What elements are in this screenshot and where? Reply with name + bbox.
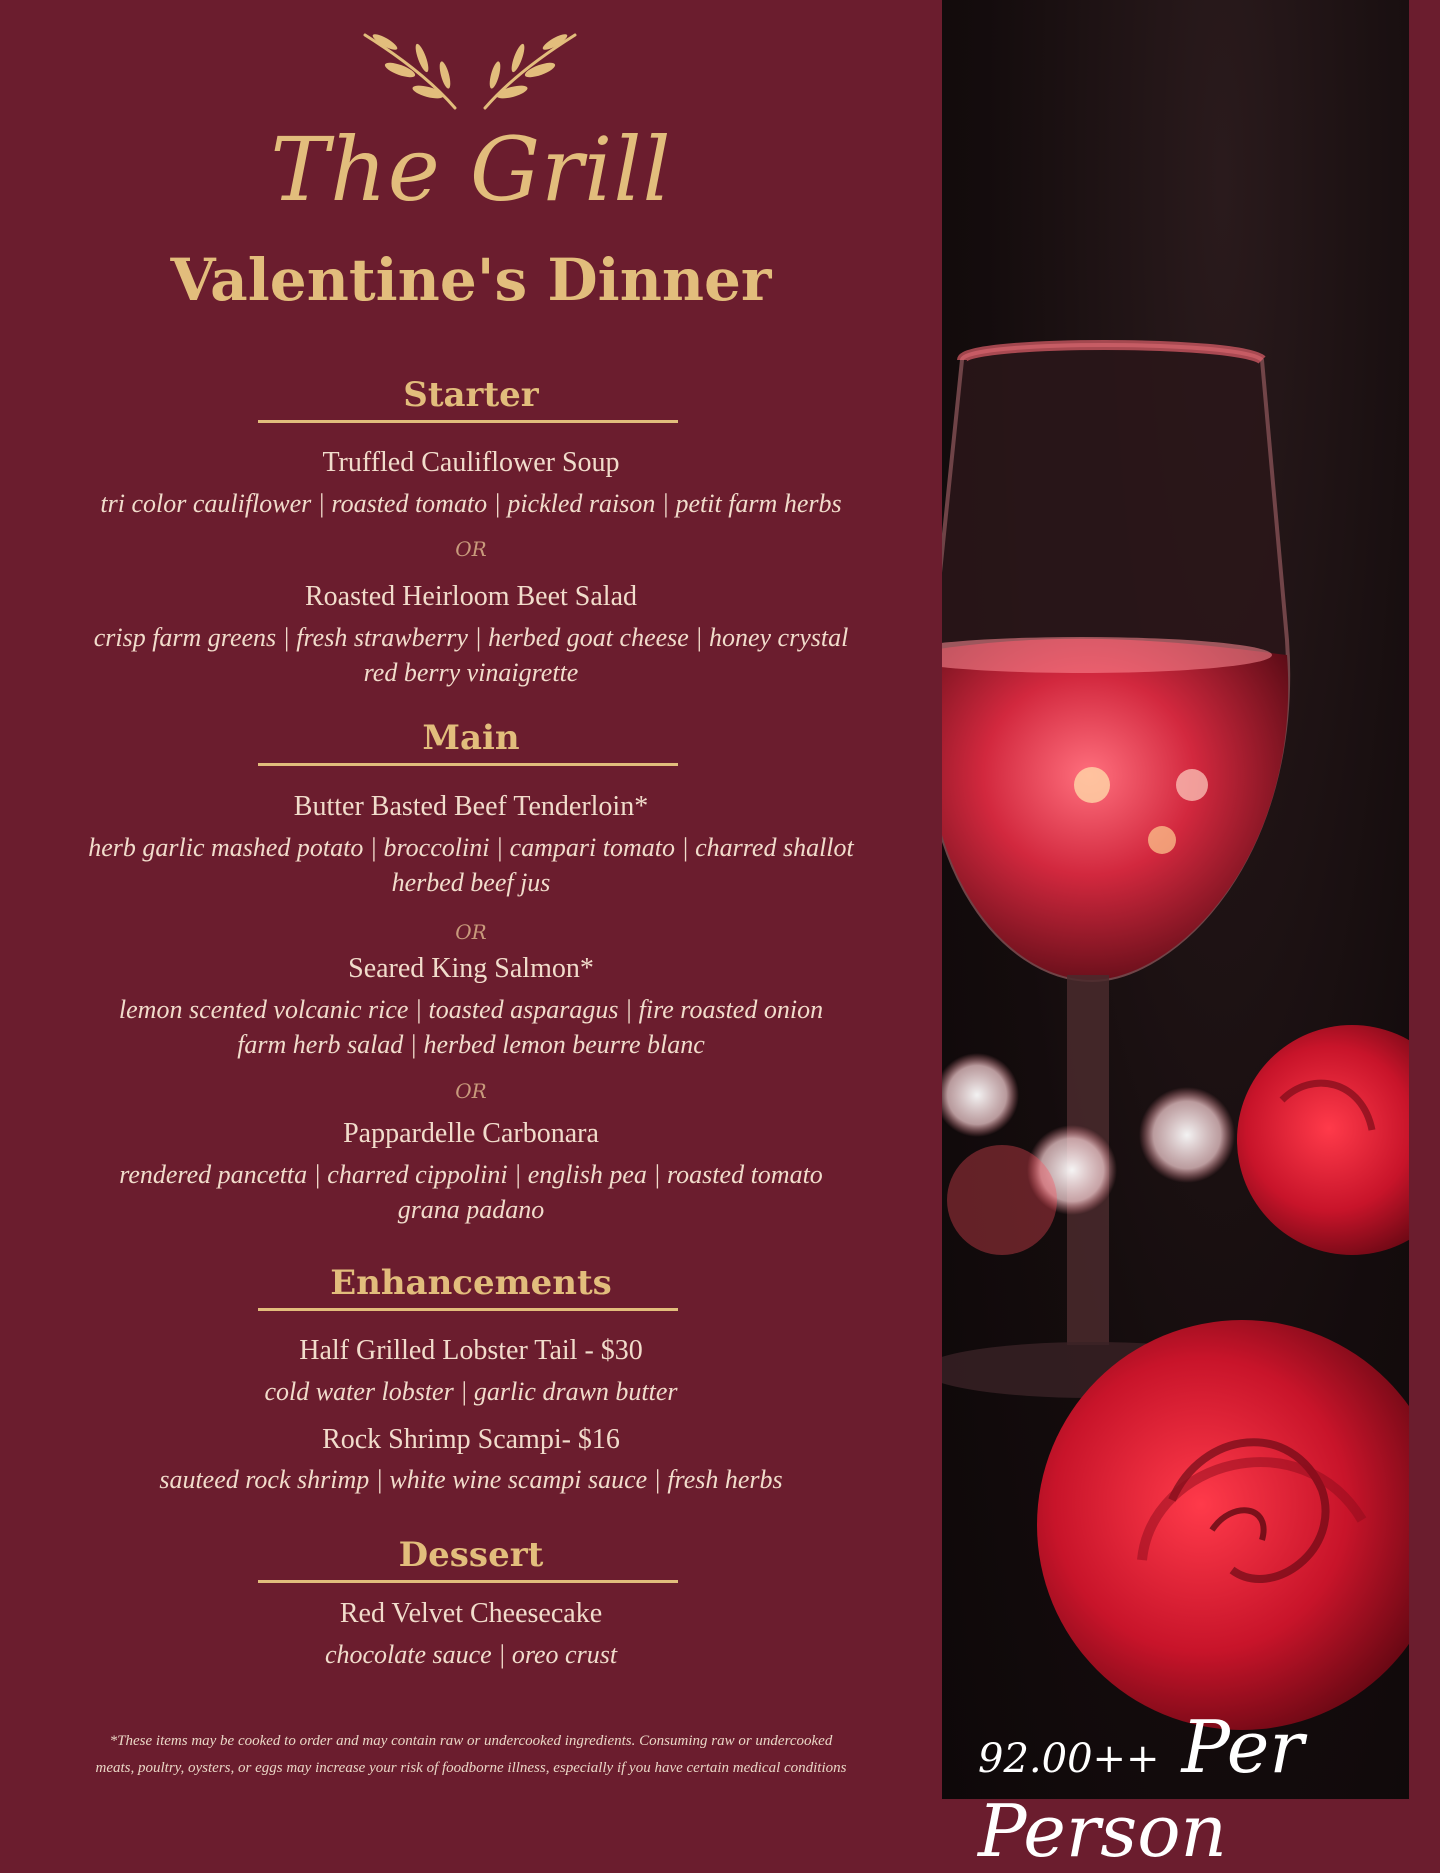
dish-description: rendered pancetta | charred cippolini | english pea | roasted tomato — [119, 1160, 823, 1189]
section-heading-starter: Starter — [403, 375, 539, 415]
dish-description: cold water lobster | garlic drawn butter — [264, 1377, 678, 1406]
right-border-strip — [1409, 0, 1440, 1799]
wine-and-roses-photo — [942, 0, 1409, 1799]
dish-name: Half Grilled Lobster Tail - $30 — [299, 1335, 643, 1366]
photo-illustration — [942, 0, 1409, 1799]
disclaimer-line: meats, poultry, oysters, or eggs may increase your risk of foodborne illness, especially if you have certain medical conditions — [95, 1760, 847, 1776]
brand-logo: The Grill — [270, 118, 672, 221]
dish-name: Truffled Cauliflower Soup — [322, 447, 620, 478]
dish-description: red berry vinaigrette — [363, 658, 579, 687]
dish-name: Red Velvet Cheesecake — [339, 1598, 603, 1629]
dish-description: farm herb salad | herbed lemon beurre blanc — [237, 1030, 705, 1059]
dish-description: grana padano — [397, 1195, 545, 1224]
section-heading-enhancements: Enhancements — [330, 1263, 612, 1303]
dish-description: tri color cauliflower | roasted tomato | pickled raison | petit farm herbs — [100, 489, 842, 518]
section-heading-main: Main — [422, 718, 520, 758]
dish-name: Roasted Heirloom Beet Salad — [304, 581, 638, 612]
section-rule — [258, 763, 678, 766]
section-rule — [258, 1580, 678, 1583]
dish-description: lemon scented volcanic rice | toasted asparagus | fire roasted onion — [118, 995, 824, 1024]
laurel-icon — [360, 30, 580, 110]
section-rule — [258, 420, 678, 423]
dish-name: Rock Shrimp Scampi- $16 — [322, 1424, 620, 1455]
section-heading-dessert: Dessert — [398, 1535, 544, 1575]
or-separator: OR — [455, 920, 487, 944]
dish-description: herb garlic mashed potato | broccolini | campari tomato | charred shallot — [88, 833, 854, 862]
dish-name: Seared King Salmon* — [348, 953, 594, 984]
price-tag — [978, 1705, 1440, 1873]
dish-description: crisp farm greens | fresh strawberry | herbed goat cheese | honey crystal — [93, 623, 849, 652]
disclaimer-line: *These items may be cooked to order and may contain raw or undercooked ingredients. Consuming raw or undercooked — [109, 1733, 833, 1749]
page-title: Valentine's Dinner — [170, 246, 772, 314]
dish-name: Pappardelle Carbonara — [343, 1118, 599, 1149]
price-label: Per Person — [978, 1705, 1304, 1873]
price-amount: 92.00++ — [978, 1736, 1160, 1782]
dish-name: Butter Basted Beef Tenderloin* — [293, 791, 649, 822]
dish-description: sauteed rock shrimp | white wine scampi sauce | fresh herbs — [159, 1465, 783, 1494]
or-separator: OR — [455, 537, 487, 561]
dish-description: chocolate sauce | oreo crust — [324, 1640, 618, 1669]
dish-description: herbed beef jus — [391, 868, 551, 897]
or-separator: OR — [455, 1079, 487, 1103]
section-rule — [258, 1308, 678, 1311]
